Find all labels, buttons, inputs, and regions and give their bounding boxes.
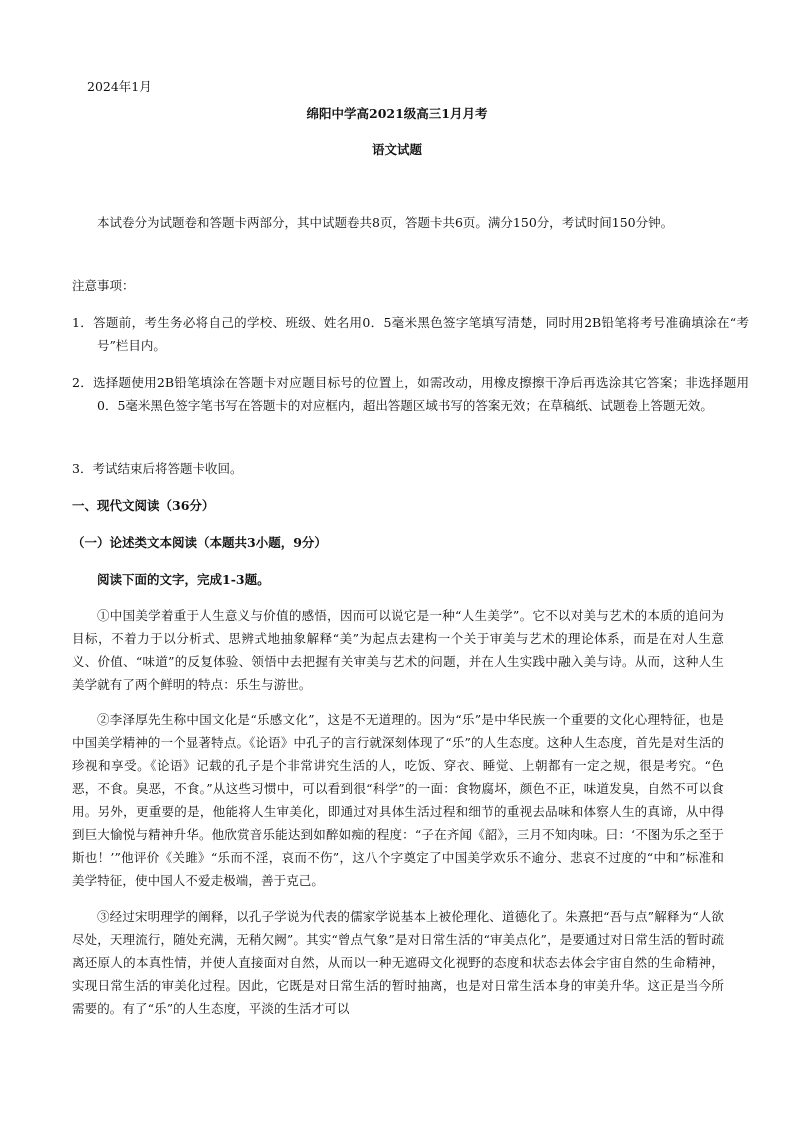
reading-instruction: 阅读下面的文字，完成1-3题。 bbox=[97, 572, 270, 587]
notice-item-2: 2．选择题使用2B铅笔填涂在答题卡对应题目标号的位置上，如需改动，用橡皮擦擦干净后再选涂其它答案；非选择题用0．5毫米黑色签字笔书写在答题卡的对应框内，超出答题区域书写的答案无效；在草稿纸、试题卷上答题无效。 bbox=[72, 375, 749, 413]
subject-title: 语文试题 bbox=[371, 142, 422, 157]
intro-paragraph: 本试卷分为试题卷和答题卡两部分，其中试题卷共8页，答题卡共6页。满分150分，考试时间150分钟。 bbox=[97, 215, 674, 230]
notice-item-1: 1．答题前，考生务必将自己的学校、班级、姓名用0．5毫米黑色签字笔填写清楚，同时用2B铅笔将考号准确填涂在“考号”栏目内。 bbox=[72, 315, 749, 353]
exam-title: 绵阳中学高2021级高三1月月考 bbox=[306, 106, 488, 121]
notice-item-3: 3．考试结束后将答题卡收回。 bbox=[72, 461, 243, 476]
section-heading: 一、现代文阅读（36分） bbox=[72, 498, 215, 513]
passage-paragraph-3: ③经过宋明理学的阐释，以孔子学说为代表的儒家学说基本上被伦理化、道德化了。朱熹把“吾与点”解释为“人欲尽处，天理流行，随处充满，无稍欠阙”。其实“曾点气象”是对日常生活的“审美点化”，是要通过对日常生活的暂时疏离还原人的本真性情，并使人直接面对自然，从而以一种无遮碍文化视野的态度和状态去体会宇宙自然的生命精神，实现日常生活的审美化过程。因此，它既是对日常生活的暂时抽离，也是对日常生活本身的审美升华。这正是当今所需要的。有了“乐”的人生态度，平淡的生活才可以 bbox=[72, 909, 724, 1016]
exam-date: 2024年1月 bbox=[87, 79, 152, 94]
section-subheading: （一）论述类文本阅读（本题共3小题，9分） bbox=[72, 535, 327, 550]
passage-paragraph-1: ①中国美学着重于人生意义与价值的感悟，因而可以说它是一种“人生美学”。它不以对美与艺术的本质的追问为目标，不着力于以分析式、思辨式地抽象解释“美”为起点去建构一个关于审美与艺术的理论体系，而是在对人生意义、价值、“味道”的反复体验、领悟中去把握有关审美与艺术的问题，并在人生实践中融入美与诗。从而，这种人生美学就有了两个鲜明的特点：乐生与游世。 bbox=[72, 608, 724, 692]
passage-paragraph-2: ②李泽厚先生称中国文化是“乐感文化”，这是不无道理的。因为“乐”是中华民族一个重要的文化心理特征，也是中国美学精神的一个显著特点。《论语》中孔子的言行就深刻体现了“乐”的人生态度。这种人生态度，首先是对生活的珍视和享受。《论语》记载的孔子是个非常讲究生活的人，吃饭、穿衣、睡觉、上朝都有一定之规，很是考究。“色恶，不食。臭恶，不食。”从这些习惯中，可以看到很“科学”的一面：食物腐坏，颜色不正，味道发臭，自然不可以食用。另外，更重要的是，他能将人生审美化，即通过对具体生活过程和细节的重视去品味和体察人生的真谛，从中得到巨大愉悦与精神升华。他欣赏音乐能达到如醉如痴的程度：“子在齐闻《韶》，三月不知肉味。曰：‘不图为乐之至于斯也！’”他评价《关雎》“乐而不淫，哀而不伤”，这八个字奠定了中国美学欢乐不逾分、悲哀不过度的“中和”标准和美学特征，使中国人不爱走极端，善于克己。 bbox=[72, 712, 724, 888]
notice-heading: 注意事项： bbox=[72, 278, 135, 293]
